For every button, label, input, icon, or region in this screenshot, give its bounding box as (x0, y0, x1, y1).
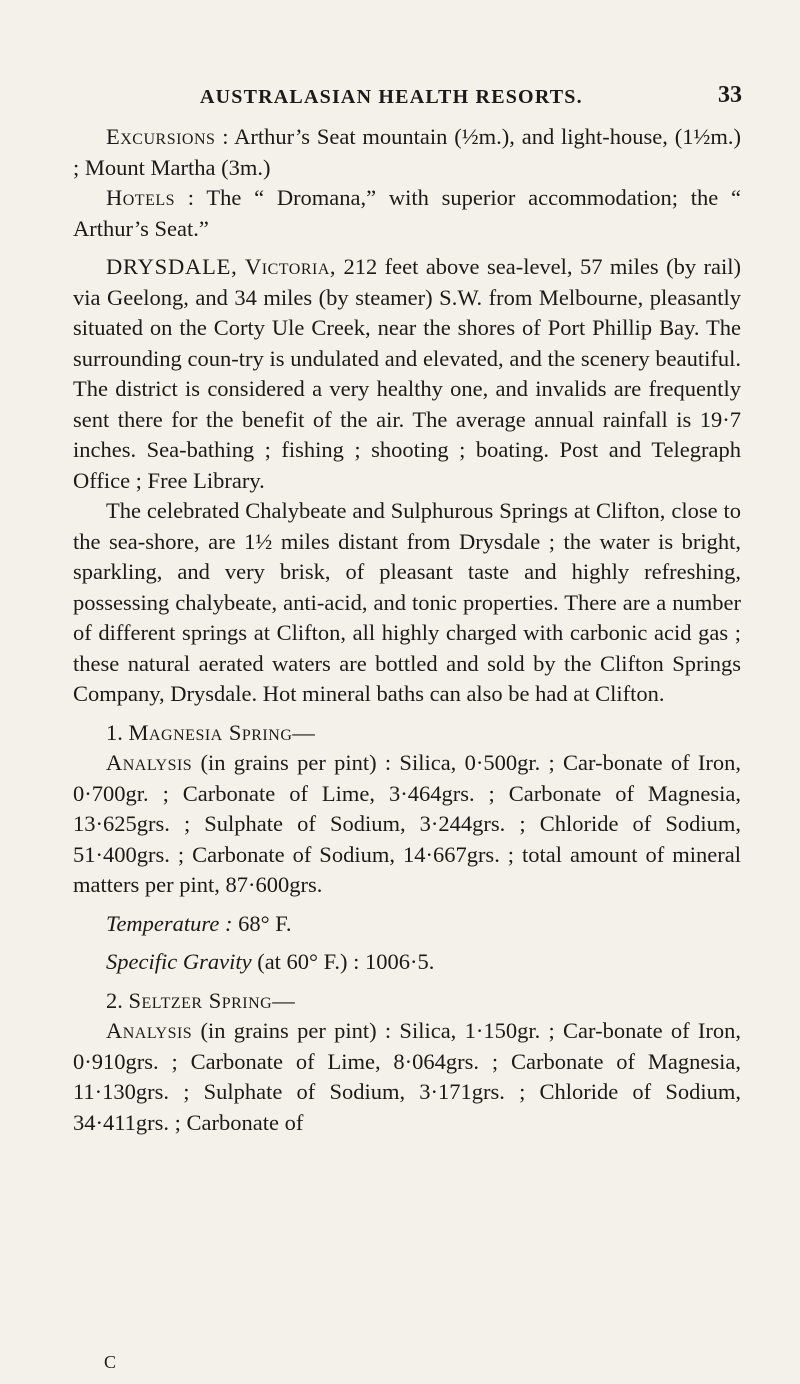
excursions-paragraph (73, 122, 741, 183)
page-header (200, 82, 742, 114)
temperature-value: 68° F. (238, 910, 292, 936)
springs-paragraph: The celebrated Chalybeate and Sulphurous Springs at Clifton, close to the sea-shore, are 1½ miles distant from Drysdale ; the water is bright, sparkling, and very brisk, of pleasant taste and highly refreshing, possessing chalybeate, anti-acid, and tonic properties. There are a number of different springs at Clifton, all highly charged with carbonic acid gas ; these natural aerated waters are bottled and sold by the Clifton Springs Company, Drysdale. Hot mineral baths can also be had at Clifton. (73, 498, 741, 706)
magnesia-analysis (73, 748, 741, 901)
magnesia-analysis-text: (in grains per pint) : Silica, 0·500gr. ; Car-bonate of Iron, 0·700gr. ; Carbonate of Lime, 3·464grs. ; Carbonate of Magnesia, 13·625grs. ; Sulphate of Sodium, 3·244grs. ; Chloride of Sodium, 51·400grs. ; Carbonate of Sodium, 14·667grs. ; total amount of mineral matters per pint, 87·600grs. (73, 750, 741, 897)
temperature-label: Temperature : (106, 910, 233, 936)
seltzer-analysis-label: Analysis (106, 1018, 193, 1043)
drysdale-text: 212 feet above sea-level, 57 miles (by rail) via Geelong, and 34 miles (by steamer) S.W. from Melbourne, pleasantly situated on the Corty Ule Creek, near the shores of Port Phillip Bay. The surrounding coun-try is undulated and elevated, and the scenery beautiful. The district is considered a very healthy one, and invalids are frequently sent there for the benefit of the air. The average annual rainfall is 19·7 inches. Sea-bathing ; fishing ; shooting ; boating. Post and Telegraph Office ; Free Library. (73, 254, 742, 493)
resort-state: Victoria, (245, 254, 337, 279)
drysdale-paragraph (73, 252, 741, 496)
seltzer-heading-text: Seltzer Spring— (128, 987, 296, 1013)
magnesia-temperature (73, 909, 741, 940)
resort-name: DRYSDALE, (106, 254, 238, 279)
hotels-label: Hotels (106, 185, 176, 210)
gravity-value: (at 60° F.) : 1006·5. (257, 949, 435, 974)
page-number: 33 (718, 82, 742, 108)
seltzer-heading (73, 986, 741, 1017)
magnesia-heading-text: Magnesia Spring— (128, 719, 316, 745)
hotels-paragraph (73, 183, 741, 244)
excursions-text: : Arthur’s Seat mountain (½m.), and light-house, (1½m.) ; Mount Martha (3m.) (73, 124, 742, 180)
seltzer-number: 2. (106, 987, 123, 1013)
running-title: AUSTRALASIAN HEALTH RESORTS. (200, 86, 583, 108)
magnesia-gravity (73, 947, 741, 978)
seltzer-analysis-text: (in grains per pint) : Silica, 1·150gr. ; Car-bonate of Iron, 0·910grs. ; Carbonate of Lime, 8·064grs. ; Carbonate of Magnesia, 11·130grs. ; Sulphate of Sodium, 3·171grs. ; Chloride of Sodium, 34·411grs. ; Carbonate of (73, 1018, 741, 1135)
body-text (73, 122, 741, 1138)
seltzer-analysis (73, 1016, 741, 1138)
magnesia-heading (73, 718, 741, 749)
hotels-text: : The “ Dromana,” with superior accommodation; the “ Arthur’s Seat.” (73, 185, 742, 241)
magnesia-number: 1. (106, 719, 123, 745)
magnesia-analysis-label: Analysis (106, 750, 193, 775)
excursions-label: Excursions (106, 124, 216, 149)
gravity-label: Specific Gravity (106, 949, 252, 974)
signature-mark: C (104, 1352, 117, 1372)
